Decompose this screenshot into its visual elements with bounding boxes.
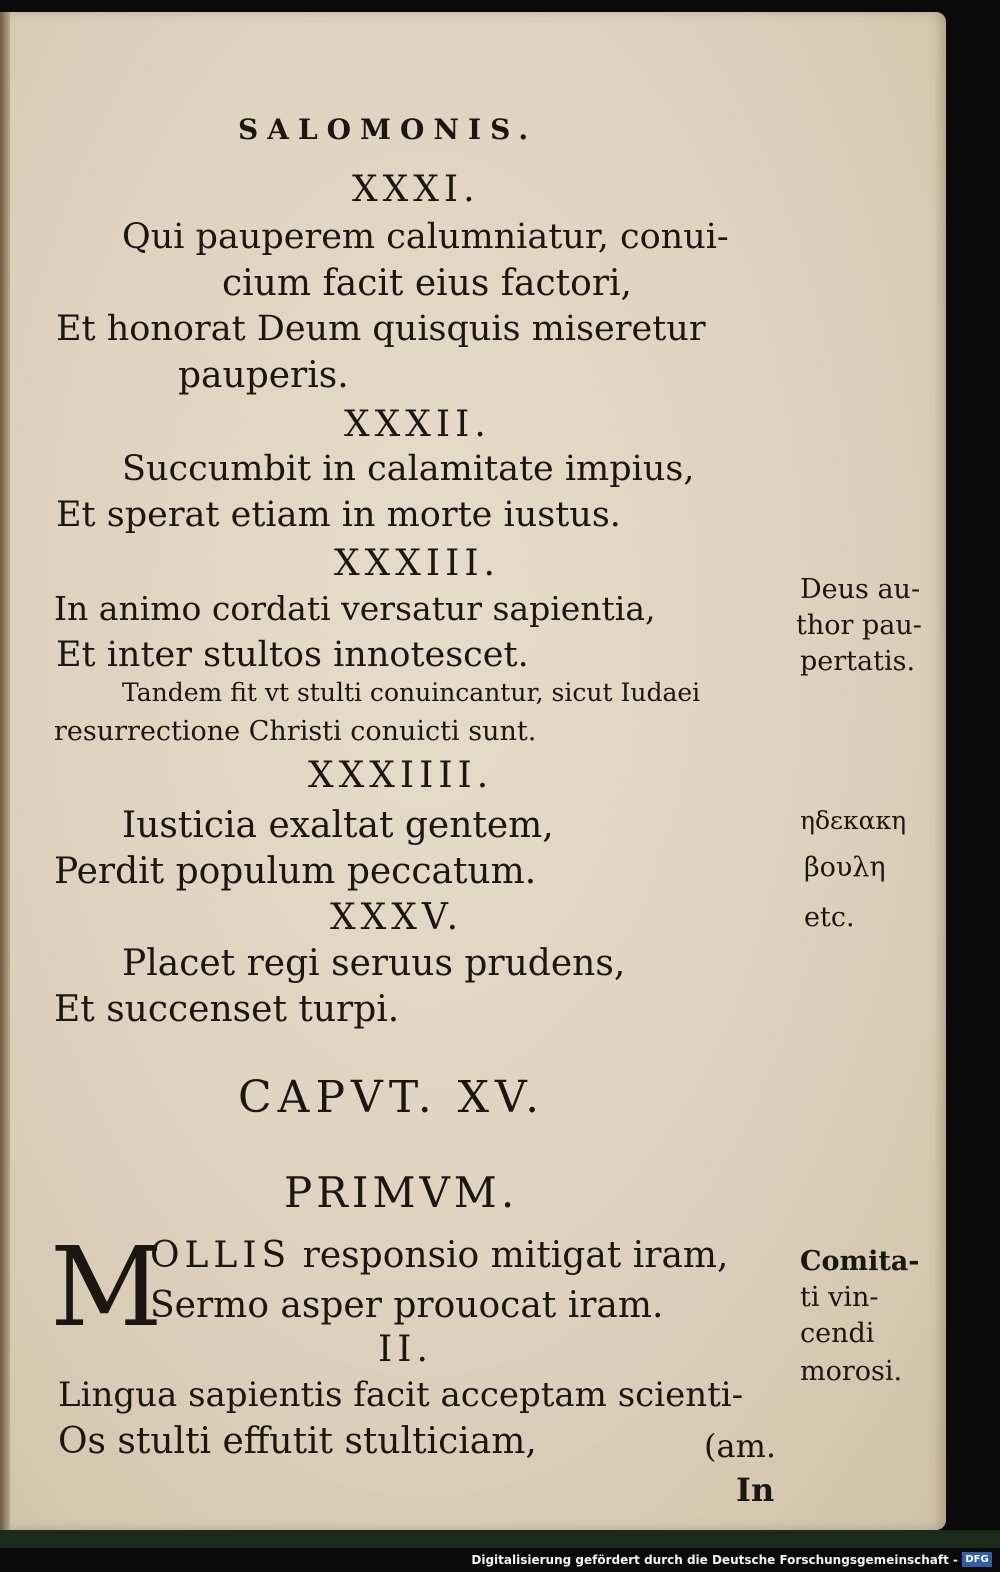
margin-note-line: thor pau- [796, 610, 922, 641]
verse-line: Perdit populum peccatum. [54, 851, 537, 892]
chapter-subheading: PRIMVM. [284, 1168, 519, 1217]
verse-line: In animo cordati versatur sapientia, [54, 589, 656, 628]
verse-number: XXXI. [352, 169, 480, 210]
margin-note-line: βουλη [804, 852, 886, 883]
chapter-heading: CAPVT. XV. [238, 1072, 546, 1123]
verse-number: XXXII. [344, 404, 491, 445]
chapter-line [150, 1235, 729, 1276]
margin-note-line: Comita- [800, 1246, 920, 1277]
verse-line: Et sperat etiam in morte iustus. [56, 495, 621, 535]
verse-line: Et succenset turpi. [54, 989, 400, 1030]
verse-line: Placet regi seruus prudens, [122, 943, 626, 984]
first-line-rest: responsio mitigat iram, [302, 1235, 729, 1276]
dfg-logo: DFG [962, 1552, 992, 1567]
margin-note-line: Deus au- [800, 574, 921, 605]
drop-cap: M [50, 1223, 163, 1351]
verse-line: Qui pauperem calumniatur, conui- [122, 217, 729, 257]
gloss-line: resurrectione Christi conuicti sunt. [54, 716, 537, 747]
chapter-line: Sermo asper prouocat iram. [150, 1285, 664, 1326]
chapter-line: Os stulti effutit stulticiam, [58, 1421, 537, 1462]
verse-number: XXXIII. [334, 543, 500, 584]
verse-number: XXXV. [330, 897, 464, 938]
verse-line: pauperis. [178, 355, 349, 396]
catchword: In [736, 1471, 775, 1509]
book-edge [0, 1530, 1000, 1548]
margin-note-line: ηδεκακη [800, 806, 907, 835]
verse-line: Iusticia exaltat gentem, [122, 805, 554, 846]
gloss-line: Tandem fit vt stulti conuincantur, sicut Iudaei [122, 678, 701, 707]
verse-line: Et honorat Deum quisquis miseretur [56, 309, 706, 349]
verse-line: Succumbit in calamitate impius, [122, 449, 695, 489]
verse-number: II. [378, 1329, 433, 1370]
margin-note-line: etc. [804, 902, 855, 933]
margin-note-line: morosi. [800, 1356, 903, 1387]
verse-line: cium facit eius factori, [222, 263, 632, 304]
turnover-line: (am. [704, 1427, 777, 1465]
margin-note-line: ti vin- [800, 1282, 879, 1313]
verse-number: XXXIIII. [308, 755, 494, 796]
margin-note-line: cendi [800, 1318, 875, 1349]
margin-note-line: pertatis. [800, 646, 916, 677]
first-word-smallcaps: OLLIS [150, 1235, 292, 1276]
book-spine [0, 12, 10, 1530]
book-page [0, 12, 946, 1530]
footer-credit: Digitalisierung gefördert durch die Deutsche Forschungsgemeinschaft - [471, 1553, 958, 1567]
chapter-line: Lingua sapientis facit acceptam scienti- [58, 1375, 744, 1415]
verse-line: Et inter stultos innotescet. [56, 635, 529, 675]
running-head: SALOMONIS. [238, 113, 538, 146]
